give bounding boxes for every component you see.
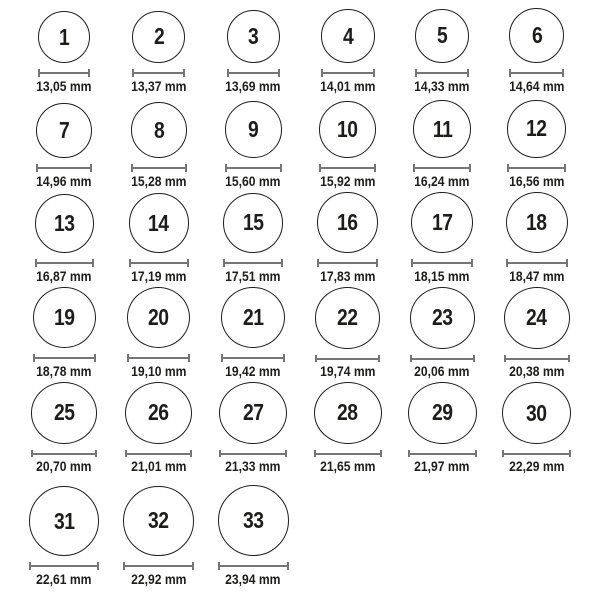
ring-circle (123, 486, 194, 557)
ring-size-number: 24 (526, 304, 548, 331)
diameter-label: 21,33 mm (225, 459, 281, 475)
ring-size-number: 23 (431, 304, 453, 331)
ring-size-cell (395, 192, 490, 287)
diameter-label: 19,42 mm (225, 364, 281, 380)
ring-circle (31, 382, 97, 444)
ring-size-cell (112, 97, 207, 192)
ring-size-number: 1 (59, 23, 70, 50)
diameter-label: 23,94 mm (225, 572, 281, 588)
ring-circle (321, 9, 375, 63)
diameter-label: 16,56 mm (509, 174, 565, 190)
ring-size-cell (17, 192, 112, 287)
ring-size-cell (206, 477, 301, 590)
ring-circle (218, 485, 289, 556)
ring-size-number: 8 (153, 116, 164, 143)
diameter-measure-bar (218, 562, 289, 570)
ring-size-number: 12 (526, 115, 548, 142)
diameter-measure-bar (35, 259, 94, 267)
ring-circle (415, 9, 469, 63)
ring-circle (132, 11, 185, 64)
ring-size-number: 9 (248, 116, 259, 143)
ring-circle (411, 192, 473, 253)
ring-size-number: 25 (53, 399, 75, 426)
diameter-measure-bar (509, 69, 564, 77)
ring-size-cell (490, 97, 585, 192)
diameter-measure-bar (507, 164, 566, 172)
diameter-label: 17,51 mm (225, 269, 281, 285)
diameter-measure-bar (506, 259, 568, 267)
ring-circle (36, 103, 92, 159)
diameter-label: 20,38 mm (509, 364, 565, 380)
ring-circle (129, 193, 189, 253)
diameter-label: 18,47 mm (509, 269, 565, 285)
diameter-label: 17,19 mm (131, 269, 187, 285)
ring-circle (33, 287, 96, 348)
diameter-measure-bar (129, 259, 189, 267)
diameter-label: 15,28 mm (131, 174, 187, 190)
ring-size-cell (206, 192, 301, 287)
ring-size-cell (112, 287, 207, 382)
ring-size-cell (490, 382, 585, 477)
diameter-label: 13,05 mm (36, 79, 92, 95)
ring-circle (509, 8, 564, 63)
ring-size-cell (206, 287, 301, 382)
diameter-label: 15,92 mm (320, 174, 376, 190)
diameter-measure-bar (317, 259, 378, 267)
diameter-measure-bar (411, 259, 473, 267)
diameter-label: 22,29 mm (509, 459, 565, 475)
ring-size-number: 13 (53, 210, 75, 237)
diameter-measure-bar (38, 69, 90, 77)
ring-size-number: 31 (53, 507, 75, 534)
ring-size-number: 32 (148, 507, 170, 534)
diameter-measure-bar (127, 354, 190, 362)
ring-circle (502, 382, 571, 444)
ring-size-cell (395, 2, 490, 97)
ring-size-cell (490, 192, 585, 287)
diameter-measure-bar (29, 562, 99, 570)
diameter-measure-bar (415, 69, 469, 77)
diameter-label: 13,37 mm (131, 79, 187, 95)
ring-size-number: 4 (342, 22, 353, 49)
ring-circle (315, 287, 380, 349)
ring-circle (225, 101, 282, 158)
diameter-measure-bar (219, 450, 287, 457)
ring-size-number: 20 (148, 304, 170, 331)
ring-size-cell (17, 287, 112, 382)
ring-size-number: 16 (337, 209, 359, 236)
ring-circle (410, 287, 475, 349)
diameter-measure-bar (227, 69, 280, 77)
diameter-label: 17,83 mm (320, 269, 376, 285)
diameter-label: 15,60 mm (225, 174, 281, 190)
ring-circle (506, 192, 568, 253)
diameter-measure-bar (315, 355, 380, 363)
diameter-label: 22,92 mm (131, 572, 187, 588)
ring-circle (413, 100, 471, 158)
ring-size-number: 11 (432, 115, 453, 142)
ring-circle (35, 194, 94, 253)
ring-size-number: 30 (526, 399, 548, 426)
ring-size-number: 6 (531, 22, 542, 49)
diameter-measure-bar (31, 450, 97, 457)
diameter-measure-bar (319, 164, 376, 172)
ring-circle (408, 382, 477, 444)
ring-size-number: 28 (337, 399, 359, 426)
ring-size-cell (301, 382, 396, 477)
diameter-measure-bar (131, 164, 187, 172)
ring-circle (314, 382, 382, 444)
diameter-measure-bar (132, 69, 185, 77)
diameter-label: 13,69 mm (225, 79, 281, 95)
ring-size-number: 21 (242, 304, 264, 331)
ring-size-cell (112, 192, 207, 287)
diameter-label: 21,65 mm (320, 459, 376, 475)
ring-size-cell (395, 287, 490, 382)
diameter-label: 22,61 mm (36, 572, 92, 588)
diameter-label: 16,24 mm (414, 174, 470, 190)
ring-size-cell (301, 287, 396, 382)
diameter-measure-bar (125, 450, 192, 457)
ring-size-cell (490, 287, 585, 382)
diameter-measure-bar (321, 69, 375, 77)
ring-size-number: 10 (337, 115, 359, 142)
ring-size-number: 5 (437, 22, 448, 49)
ring-size-cell (17, 2, 112, 97)
diameter-label: 14,33 mm (414, 79, 470, 95)
diameter-label: 18,15 mm (414, 269, 470, 285)
ring-circle (219, 382, 287, 444)
ring-size-number: 7 (59, 116, 70, 143)
ring-size-cell (395, 382, 490, 477)
diameter-measure-bar (225, 164, 282, 172)
ring-size-cell (206, 2, 301, 97)
diameter-measure-bar (502, 450, 571, 457)
ring-size-number: 3 (248, 23, 259, 50)
diameter-label: 21,97 mm (414, 459, 470, 475)
diameter-measure-bar (221, 354, 285, 362)
ring-circle (507, 100, 566, 159)
diameter-measure-bar (504, 355, 570, 362)
ring-size-cell (301, 97, 396, 192)
ring-size-cell (395, 97, 490, 192)
diameter-measure-bar (410, 355, 475, 363)
diameter-measure-bar (413, 164, 471, 172)
ring-size-cell (206, 382, 301, 477)
ring-circle (29, 486, 99, 556)
ring-size-number: 2 (153, 23, 164, 50)
ring-circle (317, 192, 378, 253)
diameter-measure-bar (408, 450, 477, 457)
ring-size-number: 26 (148, 399, 170, 426)
ring-size-number: 17 (431, 209, 453, 236)
ring-circle (319, 101, 376, 158)
ring-circle (127, 287, 190, 348)
diameter-label: 14,01 mm (320, 79, 376, 95)
diameter-measure-bar (123, 562, 194, 570)
ring-size-number: 15 (242, 209, 264, 236)
ring-size-number: 14 (148, 209, 170, 236)
diameter-label: 19,74 mm (320, 364, 376, 380)
ring-size-cell (17, 477, 112, 590)
diameter-label: 20,70 mm (36, 459, 92, 475)
ring-size-cell (206, 97, 301, 192)
diameter-label: 14,96 mm (36, 174, 92, 190)
ring-size-cell (490, 2, 585, 97)
diameter-measure-bar (36, 164, 92, 172)
ring-size-cell (17, 97, 112, 192)
diameter-measure-bar (314, 450, 382, 457)
diameter-label: 14,64 mm (509, 79, 565, 95)
diameter-label: 19,10 mm (131, 364, 187, 380)
ring-size-number: 19 (53, 304, 75, 331)
diameter-label: 16,87 mm (36, 269, 92, 285)
ring-size-cell (112, 2, 207, 97)
ring-size-number: 33 (242, 507, 264, 534)
diameter-label: 21,01 mm (131, 459, 187, 475)
diameter-label: 20,06 mm (414, 364, 470, 380)
ring-size-number: 18 (526, 209, 548, 236)
ring-size-cell (17, 382, 112, 477)
ring-size-cell (301, 2, 396, 97)
ring-size-cell (112, 382, 207, 477)
ring-circle (221, 287, 285, 348)
ring-circle (223, 193, 283, 253)
ring-size-number: 27 (242, 399, 264, 426)
ring-size-cell (112, 477, 207, 590)
ring-circle (131, 102, 187, 158)
ring-circle (504, 287, 570, 349)
diameter-label: 18,78 mm (36, 364, 92, 380)
diameter-measure-bar (33, 354, 96, 362)
ring-size-cell (301, 192, 396, 287)
ring-circle (227, 10, 280, 63)
ring-circle (38, 11, 90, 63)
ring-size-number: 22 (337, 304, 359, 331)
diameter-measure-bar (223, 259, 283, 267)
ring-size-number: 29 (431, 399, 453, 426)
ring-circle (125, 382, 192, 444)
